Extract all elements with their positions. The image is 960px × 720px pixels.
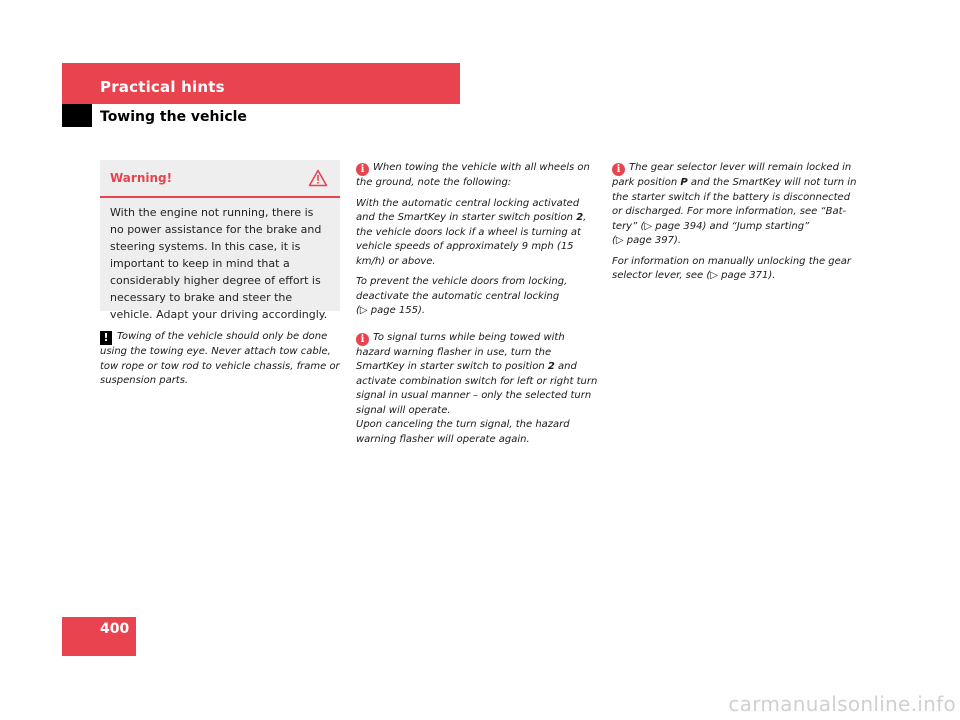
info-text-3a: The gear selector lever will remain locked in park position: [612, 162, 852, 188]
info-paragraph-1: [356, 161, 598, 191]
unlock-paragraph: [612, 255, 857, 284]
warning-triangle-icon: [308, 169, 328, 187]
info-icon: i: [612, 163, 625, 176]
section-title: Practical hints: [100, 78, 225, 96]
prevent-lock-paragraph: [356, 275, 598, 319]
warning-title: Warning!: [110, 171, 173, 185]
info-icon: i: [356, 333, 369, 346]
watermark: carmanualsonline.info: [728, 692, 956, 716]
info-text-2d: Upon canceling the turn signal, the hazard warning flasher will operate again.: [356, 419, 570, 445]
page-number: 400: [100, 621, 130, 637]
locking-paragraph: [356, 197, 598, 270]
info-text-1: When towing the vehicle with all wheels on the ground, note the following:: [356, 162, 590, 188]
prevent-lock-text: To prevent the vehicle doors from locking, deactivate the automatic central locking: [356, 276, 568, 302]
page-subtitle: Towing the vehicle: [100, 109, 247, 125]
locking-text-c: , the vehicle doors lock if a wheel is turning at vehicle speeds of approximately 9 mph (15 km/h) or above.: [356, 212, 587, 267]
warning-header: [100, 160, 340, 198]
switch-position: 2: [547, 361, 555, 372]
column-3: [612, 161, 857, 290]
park-position: P: [680, 177, 688, 188]
column-2: [356, 161, 598, 453]
note-paragraph: [100, 330, 342, 389]
note-text: Towing of the vehicle should only be done using the towing eye. Never attach tow cable, tow rope or tow rod to vehicle chassis, frame or suspension parts.: [100, 331, 340, 386]
info-paragraph-3: [612, 161, 857, 249]
info-text-2a: To signal turns while being towed with hazard warning flasher in use, turn the SmartKey in starter switch to position: [356, 331, 565, 372]
page-ref-155[interactable]: (▷ page 155).: [356, 305, 426, 316]
exclamation-icon: !: [100, 331, 112, 345]
black-tab: [62, 104, 92, 127]
warning-box: [100, 160, 340, 321]
warning-text: With the engine not running, there is no power assistance for the brake and steering systems. In this case, it is important to keep in mind that a considerably higher degree of effort is necessary to brake and steer the vehicle. Adapt your driving accordingly.: [110, 206, 328, 321]
column-1: [100, 330, 342, 395]
info-paragraph-2: [356, 331, 598, 448]
switch-position: 2: [576, 212, 584, 223]
info-icon: i: [356, 163, 369, 176]
locking-text-a: With the automatic central locking activated and the SmartKey in starter switch position: [356, 197, 580, 223]
info-text-2c: and activate combination switch for left or right turn signal in usual manner – only the selected turn signal will operate.: [356, 361, 598, 416]
page-ref-397[interactable]: (▷ page 397).: [612, 235, 682, 246]
unlock-text: For information on manually unlocking the gear selector lever, see (▷ page 371).: [612, 255, 852, 281]
info-text-3c: and the SmartKey will not turn in the starter switch if the battery is disconnected or discharged. For more information, see “Bat-tery” (▷ page 394) and “Jump starting”: [612, 177, 857, 232]
